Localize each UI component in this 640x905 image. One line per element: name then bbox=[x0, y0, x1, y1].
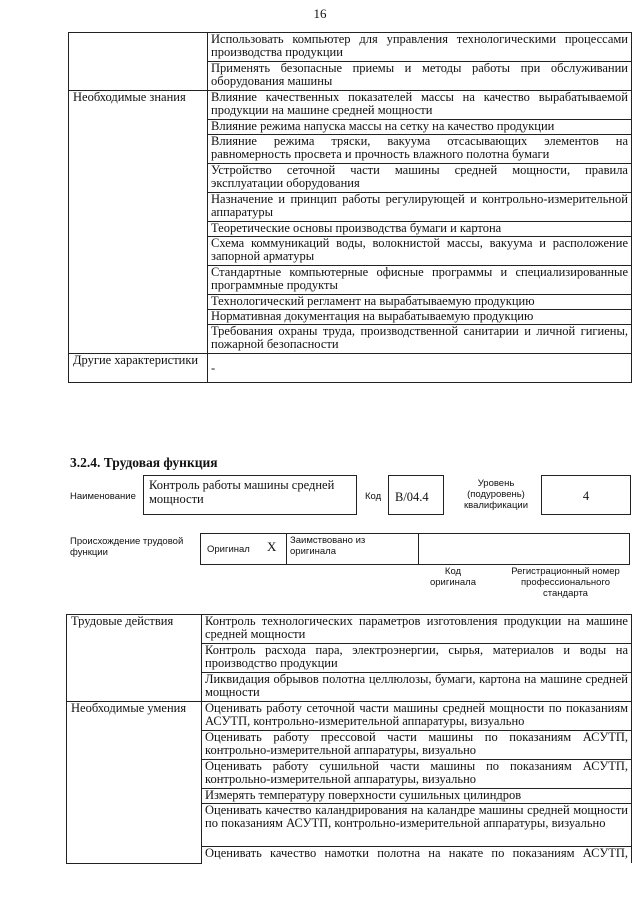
page-number: 16 bbox=[313, 6, 327, 21]
table-cell: Нормативная документация на вырабатываемую продукцию bbox=[208, 310, 632, 325]
table-cell: Назначение и принцип работы регулирующей и контрольно-измерительной аппаратуры bbox=[208, 193, 632, 222]
table-cell: Контроль расхода пара, электроэнергии, сырья, материалов и воды на производство продукции bbox=[202, 644, 632, 673]
table-cell: Измерять температуру поверхности сушильных цилиндров bbox=[202, 789, 632, 804]
code-label: Код bbox=[365, 491, 382, 502]
table-row bbox=[67, 615, 632, 644]
table-cell: Теоретические основы производства бумаги и картона bbox=[208, 222, 632, 237]
table-cell: Применять безопасные приемы и методы работы при обслуживании оборудования машины bbox=[208, 62, 632, 91]
actions-table bbox=[66, 614, 632, 864]
name-value-box bbox=[143, 475, 357, 515]
table-cell: - bbox=[208, 354, 632, 383]
row-label: Трудовые действия bbox=[67, 615, 202, 702]
level-value-box bbox=[541, 475, 631, 515]
row-label bbox=[69, 33, 208, 91]
origin-label: Происхождение трудовой функции bbox=[70, 536, 184, 558]
knowledge-table bbox=[68, 32, 632, 383]
table-cell: Требования охраны труда, производственной санитарии и личной гигиены, пожарной безопасности bbox=[208, 325, 632, 354]
level-label: Уровень (подуровень) квалификации bbox=[463, 478, 529, 511]
row-label: Необходимые знания bbox=[69, 91, 208, 354]
table-cell: Оценивать качество намотки полотна на накате по показаниям АСУТП, bbox=[202, 847, 632, 864]
table-cell: Влияние режима тряски, вакуума отсасывающих элементов на равномерность просвета и прочность влажного полотна бумаги bbox=[208, 135, 632, 164]
borrowed-label: Заимствовано из оригинала bbox=[290, 535, 366, 557]
table-row bbox=[69, 33, 632, 62]
table-row bbox=[67, 702, 632, 731]
code-value-box bbox=[388, 475, 444, 515]
code-value: В/04.4 bbox=[395, 490, 429, 504]
row-label: Необходимые умения bbox=[67, 702, 202, 864]
row-label: Другие характеристики bbox=[69, 354, 208, 383]
table-cell: Использовать компьютер для управления технологическими процессами производства продукции bbox=[208, 33, 632, 62]
name-value: Контроль работы машины средней мощности bbox=[149, 478, 335, 506]
table-cell: Влияние качественных показателей массы на качество вырабатываемой продукции на машине средней мощности bbox=[208, 91, 632, 120]
table-cell: Оценивать качество каландрирования на каландре машины средней мощности по показаниям АСУТП, контрольно-измерительной аппаратуры, визуально bbox=[202, 804, 632, 847]
name-label: Наименование bbox=[70, 491, 136, 502]
table-row bbox=[69, 354, 632, 383]
table-cell: Стандартные компьютерные офисные программы и специализированные программные продукты bbox=[208, 266, 632, 295]
code-original-label: Код оригинала bbox=[429, 566, 476, 588]
table-row bbox=[69, 91, 632, 120]
origin-box bbox=[200, 533, 630, 565]
table-cell: Ликвидация обрывов полотна целлюлозы, бумаги, картона на машине средней мощности bbox=[202, 673, 632, 702]
original-label: Оригинал bbox=[207, 544, 250, 555]
table-cell: Оценивать работу прессовой части машины по показаниям АСУТП, контрольно-измерительной аппаратуры, визуально bbox=[202, 731, 632, 760]
table-cell: Схема коммуникаций воды, волокнистой массы, вакуума и расположение запорной арматуры bbox=[208, 237, 632, 266]
table-cell: Технологический регламент на вырабатываемую продукцию bbox=[208, 295, 632, 310]
table-cell: Оценивать работу сушильной части машины по показаниям АСУТП, контрольно-измерительной аппаратуры, визуально bbox=[202, 760, 632, 789]
reg-number-label: Регистрационный номер профессионального стандарта bbox=[511, 566, 620, 599]
original-mark: X bbox=[267, 539, 277, 554]
level-value: 4 bbox=[582, 489, 590, 503]
table-cell: Устройство сеточной части машины средней мощности, правила эксплуатации оборудования bbox=[208, 164, 632, 193]
table-cell: Контроль технологических параметров изготовления продукции на машине средней мощности bbox=[202, 615, 632, 644]
table-cell: Влияние режима напуска массы на сетку на качество продукции bbox=[208, 120, 632, 135]
table-cell: Оценивать работу сеточной части машины средней мощности по показаниям АСУТП, контрольно-измерительной аппаратуры, визуально bbox=[202, 702, 632, 731]
section-title: 3.2.4. Трудовая функция bbox=[70, 455, 218, 470]
